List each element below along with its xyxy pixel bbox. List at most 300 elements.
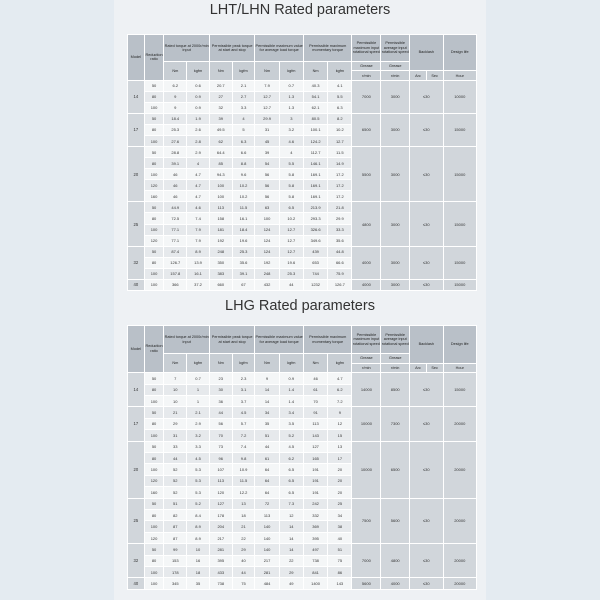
value-cell: 11.5 [328, 147, 352, 158]
header-rated-torque: Rated torque at 2000r/min input [164, 326, 210, 354]
value-cell: 12 [328, 418, 352, 429]
ratio-cell: 50 [144, 544, 164, 555]
value-cell: 27.6 [164, 136, 187, 147]
header-avg-torque: Permissible maximum value for average load torque [255, 35, 304, 62]
value-cell: 4.6 [187, 202, 210, 213]
value-cell: 0.7 [187, 373, 210, 384]
value-cell: 44.9 [164, 202, 187, 213]
value-cell: 11.5 [232, 202, 255, 213]
ratio-cell: 50 [144, 113, 164, 124]
value-cell: 4 [187, 158, 210, 169]
subheader-cell: kgfm [279, 354, 303, 373]
value-cell: 158 [209, 213, 232, 224]
table-row [128, 80, 477, 91]
value-cell: 6.5 [279, 487, 303, 498]
ratio-cell: 50 [144, 441, 164, 452]
backlash-cell: ≤30 [410, 373, 443, 407]
value-cell: 9.6 [232, 169, 255, 180]
ratio-cell: 120 [144, 475, 164, 486]
value-cell: 94.3 [209, 169, 232, 180]
value-cell: 64.4 [209, 147, 232, 158]
ratio-cell: 80 [144, 384, 164, 395]
backlash-cell: ≤30 [410, 80, 443, 113]
value-cell: 18 [187, 567, 210, 578]
value-cell: 39 [209, 113, 232, 124]
value-cell: 191 [303, 464, 327, 475]
value-cell: 2.9 [187, 147, 210, 158]
subheader-cell: kgfm [232, 62, 255, 80]
value-cell: 67 [232, 279, 255, 290]
value-cell: 17.2 [328, 191, 352, 202]
backlash-cell: ≤30 [410, 202, 443, 246]
value-cell: 44.8 [328, 246, 352, 257]
value-cell: 126.7 [328, 279, 352, 290]
value-cell: 0.9 [187, 91, 210, 102]
value-cell: 46 [164, 180, 187, 191]
value-cell: 17.2 [328, 180, 352, 191]
value-cell: 52 [164, 464, 187, 475]
ratio-cell: 100 [144, 567, 164, 578]
value-cell: 0.6 [187, 80, 210, 91]
header-avg-torque: Permissible maximum value for average load torque [255, 326, 304, 354]
value-cell: 25.3 [164, 124, 187, 135]
unit-cell: Hour [443, 71, 477, 80]
value-cell: 5.3 [187, 475, 210, 486]
value-cell: 113 [303, 418, 327, 429]
value-cell: 191 [303, 475, 327, 486]
value-cell: 169.1 [303, 191, 327, 202]
value-cell: 143 [303, 430, 327, 441]
max-speed-cell: 6500 [352, 113, 381, 146]
value-cell: 9 [328, 407, 352, 418]
table-row [128, 147, 477, 158]
value-cell: 56 [209, 418, 232, 429]
value-cell: 20.7 [209, 80, 232, 91]
value-cell: 5 [232, 124, 255, 135]
ratio-cell: 100 [144, 521, 164, 532]
header-design-life: Design life [443, 35, 477, 71]
backlash-cell: ≤30 [410, 498, 443, 544]
table-row [128, 441, 477, 452]
value-cell: 127 [303, 441, 327, 452]
value-cell: 7.2 [328, 395, 352, 406]
value-cell: 46 [164, 169, 187, 180]
value-cell: 85 [209, 158, 232, 169]
ratio-cell: 80 [144, 91, 164, 102]
value-cell: 2.7 [232, 91, 255, 102]
value-cell: 73 [209, 441, 232, 452]
ratio-cell: 50 [144, 80, 164, 91]
header-momentary: Permissible maximum momentary torque [303, 326, 352, 354]
table-row [128, 202, 477, 213]
value-cell: 169.1 [303, 169, 327, 180]
value-cell: 56 [255, 169, 279, 180]
value-cell: 1 [187, 395, 210, 406]
max-speed-cell: 4000 [352, 246, 381, 279]
value-cell: 217 [209, 532, 232, 543]
value-cell: 31 [164, 430, 187, 441]
ratio-cell: 120 [144, 532, 164, 543]
value-cell: 87 [164, 521, 187, 532]
value-cell: 100 [209, 191, 232, 202]
header-model: Model [128, 326, 145, 373]
lhg-parameters-table [127, 325, 477, 590]
value-cell: 332 [303, 509, 327, 520]
value-cell: 3.3 [232, 102, 255, 113]
subheader-cell: kgfm [279, 62, 303, 80]
value-cell: 349.6 [303, 235, 327, 246]
avg-speed-cell: 3000 [381, 202, 410, 246]
value-cell: 120 [209, 487, 232, 498]
value-cell: 2.1 [187, 407, 210, 418]
value-cell: 19.6 [279, 257, 303, 268]
value-cell: 248 [255, 268, 279, 279]
value-cell: 11.5 [232, 475, 255, 486]
value-cell: 70 [303, 395, 327, 406]
value-cell: 146.1 [303, 158, 327, 169]
value-cell: 77.1 [164, 224, 187, 235]
value-cell: 22 [232, 532, 255, 543]
model-cell: 14 [128, 80, 145, 113]
value-cell: 14.9 [328, 158, 352, 169]
value-cell: 1.4 [279, 384, 303, 395]
ratio-cell: 120 [144, 235, 164, 246]
value-cell: 35 [255, 418, 279, 429]
avg-speed-cell: 6500 [381, 441, 410, 498]
value-cell: 242 [303, 498, 327, 509]
ratio-cell: 80 [144, 257, 164, 268]
value-cell: 62.1 [303, 102, 327, 113]
table-row [128, 113, 477, 124]
value-cell: 13 [328, 441, 352, 452]
ratio-cell: 80 [144, 452, 164, 463]
value-cell: 22 [279, 555, 303, 566]
model-cell: 32 [128, 246, 145, 279]
value-cell: 62 [209, 136, 232, 147]
value-cell: 2.9 [187, 418, 210, 429]
backlash-cell: ≤30 [410, 246, 443, 279]
value-cell: 497 [303, 544, 327, 555]
max-speed-cell: 4000 [352, 279, 381, 290]
avg-speed-cell: 3000 [381, 113, 410, 146]
avg-speed-cell: 5600 [381, 498, 410, 544]
value-cell: 0.9 [187, 102, 210, 113]
design-life-cell: 20000 [443, 441, 477, 498]
value-cell: 5.7 [232, 418, 255, 429]
value-cell: 217 [255, 555, 279, 566]
value-cell: 4 [232, 113, 255, 124]
avg-speed-cell: 8500 [381, 373, 410, 407]
value-cell: 107 [209, 464, 232, 475]
value-cell: 395 [303, 532, 327, 543]
table-row [128, 498, 477, 509]
value-cell: 72.5 [164, 213, 187, 224]
value-cell: 54.1 [303, 91, 327, 102]
value-cell: 5.8 [279, 180, 303, 191]
value-cell: 10 [187, 544, 210, 555]
value-cell: 12.2 [232, 487, 255, 498]
value-cell: 9 [164, 102, 187, 113]
design-life-cell: 10000 [443, 80, 477, 113]
table-row [128, 279, 477, 290]
value-cell: 10 [164, 384, 187, 395]
value-cell: 653 [303, 257, 327, 268]
value-cell: 34 [328, 509, 352, 520]
value-cell: 369 [303, 521, 327, 532]
value-cell: 61 [255, 452, 279, 463]
value-cell: 326.6 [303, 224, 327, 235]
value-cell: 165 [303, 452, 327, 463]
value-cell: 8.9 [187, 246, 210, 257]
value-cell: 25.3 [232, 246, 255, 257]
value-cell: 12.7 [255, 91, 279, 102]
value-cell: 16.1 [232, 213, 255, 224]
value-cell: 157.8 [164, 268, 187, 279]
value-cell: 49 [279, 578, 303, 590]
value-cell: 2.6 [187, 124, 210, 135]
model-cell: 40 [128, 578, 145, 590]
value-cell: 10.2 [328, 124, 352, 135]
value-cell: 6.5 [279, 464, 303, 475]
value-cell: 100.1 [303, 124, 327, 135]
value-cell: 18.4 [232, 224, 255, 235]
value-cell: 25 [328, 498, 352, 509]
model-cell: 32 [128, 544, 145, 578]
value-cell: 140 [255, 532, 279, 543]
value-cell: 100 [255, 213, 279, 224]
subheader-cell: kgfm [328, 354, 352, 373]
value-cell: 6.2 [164, 80, 187, 91]
subheader-cell: Nm [164, 62, 187, 80]
subheader-cell: Grease [352, 62, 381, 71]
value-cell: 35.6 [328, 235, 352, 246]
value-cell: 100 [209, 180, 232, 191]
value-cell: 9 [164, 91, 187, 102]
avg-speed-cell: 3000 [381, 279, 410, 290]
value-cell: 1232 [303, 279, 327, 290]
value-cell: 39.1 [164, 158, 187, 169]
max-speed-cell: 7000 [352, 544, 381, 578]
header-ratio: Reduction ratio [144, 35, 164, 81]
value-cell: 18.4 [164, 113, 187, 124]
ratio-cell: 100 [144, 136, 164, 147]
value-cell: 4.7 [187, 169, 210, 180]
value-cell: 30 [209, 384, 232, 395]
value-cell: 3.3 [187, 441, 210, 452]
design-life-cell: 15000 [443, 279, 477, 290]
value-cell: 20 [328, 475, 352, 486]
value-cell: 12.7 [255, 102, 279, 113]
ratio-cell: 100 [144, 268, 164, 279]
value-cell: 91 [303, 407, 327, 418]
value-cell: 14 [255, 384, 279, 395]
value-cell: 44 [255, 441, 279, 452]
ratio-cell: 100 [144, 430, 164, 441]
value-cell: 13.9 [187, 257, 210, 268]
header-avg-input-speed: Permissible average input rotational speed [381, 35, 410, 62]
value-cell: 293.3 [303, 213, 327, 224]
unit-cell: r/min [381, 71, 410, 80]
value-cell: 46 [164, 191, 187, 202]
value-cell: 124.2 [303, 136, 327, 147]
table-row [128, 544, 477, 555]
ratio-cell: 100 [144, 464, 164, 475]
subheader-cell: Nm [164, 354, 187, 373]
unit-cell: Arc [410, 71, 427, 80]
value-cell: 350 [209, 257, 232, 268]
value-cell: 21 [164, 407, 187, 418]
value-cell: 8.9 [187, 521, 210, 532]
lht-parameters-table [127, 34, 477, 291]
subheader-cell: Nm [209, 354, 232, 373]
value-cell: 7.4 [187, 213, 210, 224]
value-cell: 39 [255, 147, 279, 158]
value-cell: 127 [209, 498, 232, 509]
value-cell: 3 [279, 113, 303, 124]
value-cell: 8.8 [232, 158, 255, 169]
value-cell: 395 [209, 555, 232, 566]
value-cell: 17 [328, 452, 352, 463]
value-cell: 5.2 [279, 430, 303, 441]
design-life-cell: 20000 [443, 578, 477, 590]
value-cell: 63 [255, 202, 279, 213]
max-speed-cell: 5600 [352, 578, 381, 590]
value-cell: 1.4 [279, 395, 303, 406]
value-cell: 12.7 [328, 136, 352, 147]
value-cell: 4.7 [187, 180, 210, 191]
ratio-cell: 160 [144, 487, 164, 498]
value-cell: 32 [209, 102, 232, 113]
ratio-cell: 80 [144, 213, 164, 224]
ratio-cell: 50 [144, 147, 164, 158]
value-cell: 6.5 [279, 475, 303, 486]
value-cell: 54 [255, 158, 279, 169]
value-cell: 124 [255, 235, 279, 246]
value-cell: 44 [209, 407, 232, 418]
value-cell: 21 [232, 521, 255, 532]
value-cell: 40.3 [303, 80, 327, 91]
backlash-cell: ≤30 [410, 544, 443, 578]
value-cell: 366 [164, 279, 187, 290]
value-cell: 99 [164, 544, 187, 555]
subheader-cell: Nm [255, 62, 279, 80]
value-cell: 281 [255, 567, 279, 578]
design-life-cell: 15000 [443, 147, 477, 202]
header-peak-torque: Permissible peak torque at start and stop [209, 326, 255, 354]
subheader-cell: Nm [303, 62, 327, 80]
value-cell: 191 [303, 487, 327, 498]
value-cell: 2.8 [187, 136, 210, 147]
value-cell: 5.5 [279, 158, 303, 169]
value-cell: 3.5 [279, 418, 303, 429]
avg-speed-cell: 4000 [381, 578, 410, 590]
value-cell: 140 [255, 544, 279, 555]
table-row [128, 373, 477, 384]
backlash-cell: ≤30 [410, 279, 443, 290]
value-cell: 72 [255, 498, 279, 509]
value-cell: 64 [255, 464, 279, 475]
value-cell: 7.2 [232, 430, 255, 441]
value-cell: 7.9 [187, 235, 210, 246]
ratio-cell: 100 [144, 224, 164, 235]
value-cell: 29.9 [255, 113, 279, 124]
value-cell: 38 [328, 521, 352, 532]
value-cell: 4.5 [187, 452, 210, 463]
ratio-cell: 50 [144, 407, 164, 418]
avg-speed-cell: 7300 [381, 407, 410, 441]
subheader-cell: kgfm [187, 62, 210, 80]
value-cell: 383 [209, 268, 232, 279]
value-cell: 10.2 [279, 213, 303, 224]
value-cell: 27 [209, 91, 232, 102]
value-cell: 29 [232, 544, 255, 555]
value-cell: 25.3 [279, 268, 303, 279]
ratio-cell: 80 [144, 509, 164, 520]
value-cell: 44 [232, 567, 255, 578]
unit-cell: Arc [410, 363, 427, 373]
value-cell: 7.9 [187, 224, 210, 235]
value-cell: 4.5 [279, 441, 303, 452]
value-cell: 20 [328, 487, 352, 498]
value-cell: 4.7 [328, 373, 352, 384]
value-cell: 14 [279, 521, 303, 532]
value-cell: 12 [279, 509, 303, 520]
value-cell: 56 [255, 180, 279, 191]
value-cell: 9.8 [232, 452, 255, 463]
max-speed-cell: 14000 [352, 373, 381, 407]
header-backlash: Backlash [410, 35, 443, 71]
value-cell: 44 [279, 279, 303, 290]
model-cell: 17 [128, 113, 145, 146]
model-cell: 20 [128, 441, 145, 498]
value-cell: 124 [255, 246, 279, 257]
subheader-cell: Grease [352, 354, 381, 364]
value-cell: 75 [232, 578, 255, 590]
value-cell: 0.9 [279, 373, 303, 384]
header-row [128, 35, 477, 62]
value-cell: 5.3 [187, 487, 210, 498]
value-cell: 4.1 [328, 80, 352, 91]
header-peak-torque: Permissible peak torque at start and stop [209, 35, 255, 62]
model-cell: 14 [128, 373, 145, 407]
subheader-cell: Nm [209, 62, 232, 80]
unit-cell: r/min [352, 71, 381, 80]
backlash-cell: ≤30 [410, 407, 443, 441]
value-cell: 4.5 [232, 407, 255, 418]
value-cell: 7.3 [279, 498, 303, 509]
value-cell: 10.9 [232, 464, 255, 475]
value-cell: 3.4 [279, 407, 303, 418]
value-cell: 1.9 [187, 113, 210, 124]
value-cell: 7.4 [232, 441, 255, 452]
backlash-cell: ≤30 [410, 441, 443, 498]
value-cell: 51 [255, 430, 279, 441]
value-cell: 2.3 [232, 373, 255, 384]
value-cell: 484 [255, 578, 279, 590]
max-speed-cell: 7500 [352, 498, 381, 544]
max-speed-cell: 5500 [352, 147, 381, 202]
value-cell: 4 [279, 147, 303, 158]
value-cell: 432 [255, 279, 279, 290]
value-cell: 64 [255, 487, 279, 498]
value-cell: 126.7 [164, 257, 187, 268]
value-cell: 15 [328, 430, 352, 441]
value-cell: 14 [279, 532, 303, 543]
header-ratio: Reduction ratio [144, 326, 164, 373]
header-backlash: Backlash [410, 326, 443, 364]
ratio-cell: 50 [144, 202, 164, 213]
value-cell: 124 [255, 224, 279, 235]
